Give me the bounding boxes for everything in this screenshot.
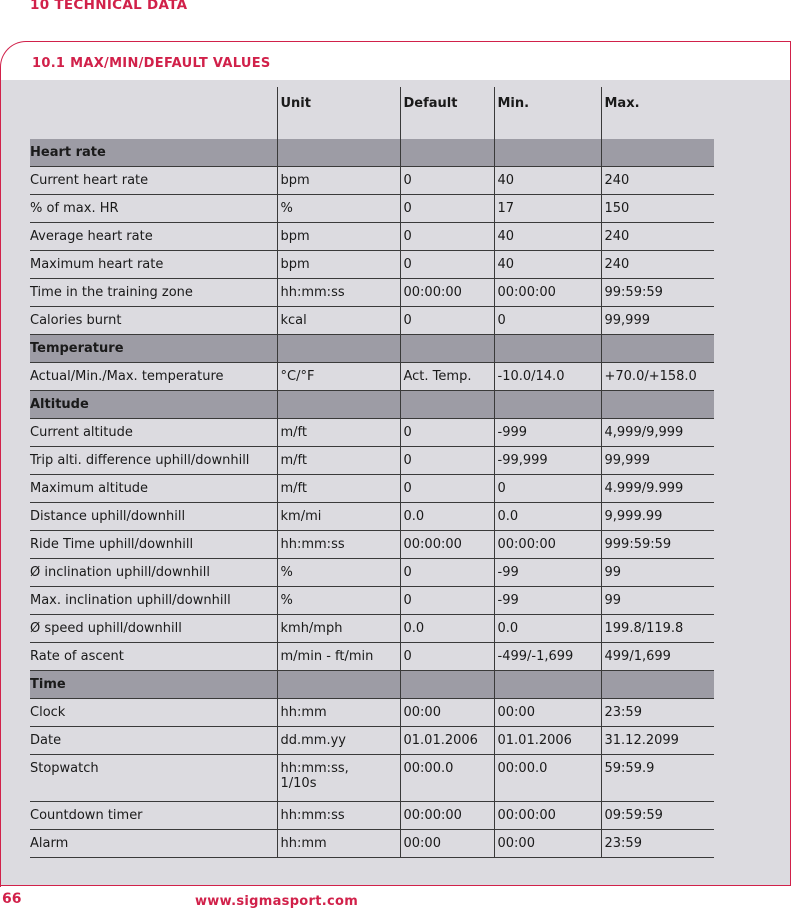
cell-min: -499/-1,699: [494, 643, 601, 671]
table-row: [30, 727, 714, 755]
cell-min: -99: [494, 587, 601, 615]
cell-default: 0.0: [400, 615, 494, 643]
cell-parameter: Calories burnt: [30, 307, 277, 335]
cell-unit: m/ft: [277, 475, 400, 503]
cell-unit: km/mi: [277, 503, 400, 531]
cell-default: [400, 139, 494, 167]
cell-min: 00:00: [494, 830, 601, 858]
cell-parameter: Ø speed uphill/downhill: [30, 615, 277, 643]
cell-parameter: Rate of ascent: [30, 643, 277, 671]
cell-min: 0: [494, 307, 601, 335]
group-header-row: [30, 671, 714, 699]
table-row: [30, 475, 714, 503]
cell-default: Act. Temp.: [400, 363, 494, 391]
panel-bottom-divider: [0, 885, 791, 886]
cell-parameter: Alarm: [30, 830, 277, 858]
cell-min: 01.01.2006: [494, 727, 601, 755]
header-parameter: [30, 87, 277, 139]
cell-max: [601, 671, 714, 699]
cell-min: 17: [494, 195, 601, 223]
cell-min: -99: [494, 559, 601, 587]
cell-parameter: Altitude: [30, 391, 277, 419]
cell-default: 0: [400, 167, 494, 195]
cell-max: 199.8/119.8: [601, 615, 714, 643]
cell-parameter: Maximum heart rate: [30, 251, 277, 279]
cell-max: +70.0/+158.0: [601, 363, 714, 391]
cell-parameter: Average heart rate: [30, 223, 277, 251]
cell-parameter: Ride Time uphill/downhill: [30, 531, 277, 559]
cell-unit: [277, 139, 400, 167]
cell-unit: bpm: [277, 167, 400, 195]
table-row: [30, 587, 714, 615]
cell-min: 00:00:00: [494, 531, 601, 559]
cell-default: 0: [400, 195, 494, 223]
table-row: [30, 699, 714, 727]
table-row: [30, 447, 714, 475]
chapter-title: 10 TECHNICAL DATA: [30, 0, 188, 13]
cell-default: 0: [400, 419, 494, 447]
page-frame-right-edge: [790, 41, 791, 886]
cell-min: -99,999: [494, 447, 601, 475]
cell-max: 09:59:59: [601, 802, 714, 830]
cell-max: 499/1,699: [601, 643, 714, 671]
cell-default: 0: [400, 223, 494, 251]
cell-max: 4,999/9,999: [601, 419, 714, 447]
cell-min: 40: [494, 251, 601, 279]
header-min: Min.: [494, 87, 601, 139]
cell-unit: hh:mm: [277, 699, 400, 727]
cell-unit: %: [277, 195, 400, 223]
values-table: [30, 87, 714, 858]
cell-max: 99,999: [601, 307, 714, 335]
cell-unit: hh:mm:ss: [277, 802, 400, 830]
cell-default: 0: [400, 587, 494, 615]
group-header-row: [30, 139, 714, 167]
cell-parameter: Clock: [30, 699, 277, 727]
table-row: [30, 643, 714, 671]
section-title: 10.1 MAX/MIN/DEFAULT VALUES: [32, 56, 271, 71]
cell-parameter: Ø inclination uphill/downhill: [30, 559, 277, 587]
cell-max: 99: [601, 587, 714, 615]
page-number: 66: [2, 891, 22, 907]
cell-max: 99,999: [601, 447, 714, 475]
cell-max: 240: [601, 167, 714, 195]
cell-default: 00:00: [400, 830, 494, 858]
cell-default: 00:00:00: [400, 802, 494, 830]
cell-default: 0: [400, 559, 494, 587]
cell-parameter: Date: [30, 727, 277, 755]
cell-min: 00:00:00: [494, 279, 601, 307]
cell-max: 240: [601, 251, 714, 279]
cell-max: 99: [601, 559, 714, 587]
cell-max: [601, 391, 714, 419]
cell-parameter: Trip alti. difference uphill/downhill: [30, 447, 277, 475]
cell-default: 0.0: [400, 503, 494, 531]
cell-unit: kmh/mph: [277, 615, 400, 643]
table-row: [30, 167, 714, 195]
table-row: [30, 755, 714, 802]
cell-min: 00:00:00: [494, 802, 601, 830]
cell-unit: bpm: [277, 251, 400, 279]
cell-max: 999:59:59: [601, 531, 714, 559]
cell-parameter: Countdown timer: [30, 802, 277, 830]
cell-parameter: Temperature: [30, 335, 277, 363]
cell-parameter: % of max. HR: [30, 195, 277, 223]
table-row: [30, 419, 714, 447]
cell-parameter: Max. inclination uphill/downhill: [30, 587, 277, 615]
cell-unit: m/ft: [277, 447, 400, 475]
cell-parameter: Actual/Min./Max. temperature: [30, 363, 277, 391]
cell-min: 00:00.0: [494, 755, 601, 802]
cell-max: 99:59:59: [601, 279, 714, 307]
cell-min: 0.0: [494, 615, 601, 643]
header-default: Default: [400, 87, 494, 139]
cell-min: 0: [494, 475, 601, 503]
cell-unit: °C/°F: [277, 363, 400, 391]
cell-parameter: Time in the training zone: [30, 279, 277, 307]
cell-default: 00:00: [400, 699, 494, 727]
cell-min: [494, 335, 601, 363]
cell-min: 0.0: [494, 503, 601, 531]
cell-min: [494, 139, 601, 167]
cell-default: 0: [400, 307, 494, 335]
table-header-row: [30, 87, 714, 139]
cell-unit: [277, 671, 400, 699]
cell-unit: hh:mm:ss, 1/10s: [277, 755, 400, 802]
cell-min: [494, 671, 601, 699]
cell-min: 00:00: [494, 699, 601, 727]
cell-max: 240: [601, 223, 714, 251]
cell-max: 9,999.99: [601, 503, 714, 531]
cell-max: [601, 335, 714, 363]
table-row: [30, 251, 714, 279]
cell-unit: %: [277, 587, 400, 615]
cell-default: 00:00:00: [400, 279, 494, 307]
cell-max: 59:59.9: [601, 755, 714, 802]
cell-unit: hh:mm:ss: [277, 279, 400, 307]
cell-parameter: Time: [30, 671, 277, 699]
cell-min: [494, 391, 601, 419]
table-row: [30, 195, 714, 223]
cell-max: [601, 139, 714, 167]
cell-default: 00:00:00: [400, 531, 494, 559]
table-row: [30, 503, 714, 531]
cell-min: -10.0/14.0: [494, 363, 601, 391]
cell-default: 0: [400, 475, 494, 503]
cell-parameter: Stopwatch: [30, 755, 277, 802]
cell-unit: dd.mm.yy: [277, 727, 400, 755]
cell-unit: [277, 391, 400, 419]
cell-unit: hh:mm: [277, 830, 400, 858]
group-header-row: [30, 335, 714, 363]
table-row: [30, 223, 714, 251]
cell-min: 40: [494, 167, 601, 195]
table-row: [30, 307, 714, 335]
header-unit: Unit: [277, 87, 400, 139]
cell-default: [400, 391, 494, 419]
table-row: [30, 279, 714, 307]
cell-min: -999: [494, 419, 601, 447]
cell-default: 0: [400, 643, 494, 671]
cell-parameter: Heart rate: [30, 139, 277, 167]
table-body: [30, 139, 714, 858]
table-row: [30, 531, 714, 559]
table-row: [30, 802, 714, 830]
cell-default: 0: [400, 447, 494, 475]
cell-unit: %: [277, 559, 400, 587]
cell-max: 23:59: [601, 830, 714, 858]
cell-min: 40: [494, 223, 601, 251]
cell-max: 4.999/9.999: [601, 475, 714, 503]
cell-parameter: Current altitude: [30, 419, 277, 447]
cell-max: 23:59: [601, 699, 714, 727]
cell-default: [400, 671, 494, 699]
cell-parameter: Maximum altitude: [30, 475, 277, 503]
cell-default: 0: [400, 251, 494, 279]
cell-default: [400, 335, 494, 363]
website-link[interactable]: www.sigmasport.com: [195, 894, 359, 909]
cell-parameter: Distance uphill/downhill: [30, 503, 277, 531]
cell-unit: m/min - ft/min: [277, 643, 400, 671]
header-max: Max.: [601, 87, 714, 139]
cell-unit: hh:mm:ss: [277, 531, 400, 559]
cell-unit: kcal: [277, 307, 400, 335]
table-row: [30, 830, 714, 858]
table-row: [30, 615, 714, 643]
table-row: [30, 363, 714, 391]
cell-default: 01.01.2006: [400, 727, 494, 755]
cell-max: 31.12.2099: [601, 727, 714, 755]
table-row: [30, 559, 714, 587]
group-header-row: [30, 391, 714, 419]
cell-default: 00:00.0: [400, 755, 494, 802]
cell-parameter: Current heart rate: [30, 167, 277, 195]
cell-unit: bpm: [277, 223, 400, 251]
cell-unit: m/ft: [277, 419, 400, 447]
cell-max: 150: [601, 195, 714, 223]
cell-unit: [277, 335, 400, 363]
